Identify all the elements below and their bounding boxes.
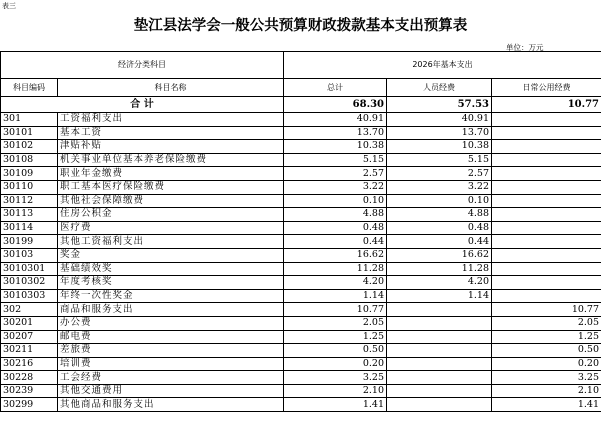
row-personnel — [387, 330, 492, 344]
row-name: 住房公积金 — [58, 208, 284, 222]
row-name: 工资福利支出 — [58, 113, 284, 127]
table-row — [1, 126, 601, 140]
row-public: 0.20 — [492, 357, 601, 371]
row-personnel: 0.48 — [387, 221, 492, 235]
row-public — [492, 153, 601, 167]
row-name: 基本工资 — [58, 126, 284, 140]
table-row — [1, 344, 601, 358]
row-personnel: 10.38 — [387, 140, 492, 154]
row-public — [492, 140, 601, 154]
row-code: 3010303 — [1, 289, 58, 303]
row-total: 2.05 — [284, 316, 387, 330]
row-total: 3.22 — [284, 180, 387, 194]
total-amount: 68.30 — [284, 97, 387, 113]
row-name: 商品和服务支出 — [58, 303, 284, 317]
row-code: 3010302 — [1, 276, 58, 290]
row-code: 30199 — [1, 235, 58, 249]
row-name: 工会经费 — [58, 371, 284, 385]
table-row — [1, 289, 601, 303]
header-code: 科目编码 — [1, 79, 58, 97]
row-name: 办公费 — [58, 316, 284, 330]
row-name: 年度考核奖 — [58, 276, 284, 290]
row-personnel — [387, 357, 492, 371]
row-public — [492, 113, 601, 127]
row-public: 2.05 — [492, 316, 601, 330]
row-total: 1.25 — [284, 330, 387, 344]
row-personnel: 13.70 — [387, 126, 492, 140]
row-name: 奖金 — [58, 248, 284, 262]
row-total: 10.77 — [284, 303, 387, 317]
table-row — [1, 113, 601, 127]
row-code: 30110 — [1, 180, 58, 194]
table-row — [1, 371, 601, 385]
row-name: 医疗费 — [58, 221, 284, 235]
row-name: 其他商品和服务支出 — [58, 398, 284, 412]
header-public: 日常公用经费 — [492, 79, 601, 97]
row-public: 2.10 — [492, 384, 601, 398]
row-personnel: 5.15 — [387, 153, 492, 167]
table-row — [1, 140, 601, 154]
row-public: 0.50 — [492, 344, 601, 358]
row-public — [492, 276, 601, 290]
row-code: 30207 — [1, 330, 58, 344]
header-row-columns — [1, 79, 601, 97]
row-total: 1.41 — [284, 398, 387, 412]
table-row — [1, 398, 601, 412]
row-name: 邮电费 — [58, 330, 284, 344]
row-code: 302 — [1, 303, 58, 317]
row-personnel: 0.10 — [387, 194, 492, 208]
table-row — [1, 221, 601, 235]
row-total: 13.70 — [284, 126, 387, 140]
row-code: 301 — [1, 113, 58, 127]
table-row — [1, 303, 601, 317]
row-public — [492, 248, 601, 262]
table-row — [1, 276, 601, 290]
row-personnel: 0.44 — [387, 235, 492, 249]
row-total: 0.48 — [284, 221, 387, 235]
row-personnel — [387, 344, 492, 358]
row-personnel — [387, 398, 492, 412]
row-code: 30228 — [1, 371, 58, 385]
row-public: 1.41 — [492, 398, 601, 412]
total-public: 10.77 — [492, 97, 601, 113]
row-personnel — [387, 371, 492, 385]
row-personnel: 1.14 — [387, 289, 492, 303]
row-personnel — [387, 316, 492, 330]
row-personnel: 4.88 — [387, 208, 492, 222]
row-public: 1.25 — [492, 330, 601, 344]
row-total: 4.20 — [284, 276, 387, 290]
row-personnel: 4.20 — [387, 276, 492, 290]
row-public: 3.25 — [492, 371, 601, 385]
row-total: 5.15 — [284, 153, 387, 167]
row-code: 30108 — [1, 153, 58, 167]
table-number-note: 表三 — [2, 2, 16, 10]
total-row — [1, 97, 601, 113]
row-code: 30113 — [1, 208, 58, 222]
row-name: 其他交通费用 — [58, 384, 284, 398]
row-personnel — [387, 303, 492, 317]
row-code: 30109 — [1, 167, 58, 181]
row-total: 0.50 — [284, 344, 387, 358]
row-name: 基础绩效奖 — [58, 262, 284, 276]
row-total: 0.20 — [284, 357, 387, 371]
row-personnel: 2.57 — [387, 167, 492, 181]
row-public: 10.77 — [492, 303, 601, 317]
row-name: 其他社会保障缴费 — [58, 194, 284, 208]
row-name: 职业年金缴费 — [58, 167, 284, 181]
row-code: 30201 — [1, 316, 58, 330]
table-row — [1, 262, 601, 276]
header-budget-group: 2026年基本支出 — [284, 52, 601, 79]
page-title: 垫江县法学会一般公共预算财政拨款基本支出预算表 — [133, 17, 468, 34]
row-name: 差旅费 — [58, 344, 284, 358]
table-row — [1, 180, 601, 194]
row-name: 机关事业单位基本养老保险缴费 — [58, 153, 284, 167]
row-code: 3010301 — [1, 262, 58, 276]
row-public — [492, 194, 601, 208]
header-row-group — [1, 52, 601, 79]
row-total: 11.28 — [284, 262, 387, 276]
row-name: 职工基本医疗保险缴费 — [58, 180, 284, 194]
row-total: 2.10 — [284, 384, 387, 398]
total-personnel: 57.53 — [387, 97, 492, 113]
header-name: 科目名称 — [58, 79, 284, 97]
table-row — [1, 316, 601, 330]
row-code: 30101 — [1, 126, 58, 140]
table-row — [1, 153, 601, 167]
row-total: 2.57 — [284, 167, 387, 181]
table-row — [1, 167, 601, 181]
row-code: 30112 — [1, 194, 58, 208]
row-total: 40.91 — [284, 113, 387, 127]
row-total: 0.44 — [284, 235, 387, 249]
row-personnel: 16.62 — [387, 248, 492, 262]
row-public — [492, 167, 601, 181]
row-code: 30216 — [1, 357, 58, 371]
row-total: 4.88 — [284, 208, 387, 222]
row-personnel: 40.91 — [387, 113, 492, 127]
row-personnel: 11.28 — [387, 262, 492, 276]
row-code: 30211 — [1, 344, 58, 358]
row-total: 16.62 — [284, 248, 387, 262]
row-public — [492, 262, 601, 276]
row-code: 30103 — [1, 248, 58, 262]
row-personnel: 3.22 — [387, 180, 492, 194]
row-name: 年终一次性奖金 — [58, 289, 284, 303]
header-total: 总计 — [284, 79, 387, 97]
table-row — [1, 357, 601, 371]
row-name: 培训费 — [58, 357, 284, 371]
table-row — [1, 235, 601, 249]
budget-table — [0, 51, 601, 412]
table-row — [1, 384, 601, 398]
row-public — [492, 235, 601, 249]
header-personnel: 人员经费 — [387, 79, 492, 97]
row-public — [492, 289, 601, 303]
row-code: 30114 — [1, 221, 58, 235]
table-row — [1, 330, 601, 344]
row-public — [492, 221, 601, 235]
header-economic-category: 经济分类科目 — [1, 52, 284, 79]
row-code: 30102 — [1, 140, 58, 154]
row-total: 10.38 — [284, 140, 387, 154]
row-total: 0.10 — [284, 194, 387, 208]
row-public — [492, 180, 601, 194]
table-row — [1, 248, 601, 262]
row-code: 30239 — [1, 384, 58, 398]
total-label: 合 计 — [1, 97, 284, 113]
row-total: 1.14 — [284, 289, 387, 303]
table-row — [1, 194, 601, 208]
row-name: 津贴补贴 — [58, 140, 284, 154]
table-row — [1, 208, 601, 222]
unit-label: 单位：万元 — [506, 43, 544, 52]
row-personnel — [387, 384, 492, 398]
row-public — [492, 208, 601, 222]
row-name: 其他工资福利支出 — [58, 235, 284, 249]
row-total: 3.25 — [284, 371, 387, 385]
row-code: 30299 — [1, 398, 58, 412]
row-public — [492, 126, 601, 140]
